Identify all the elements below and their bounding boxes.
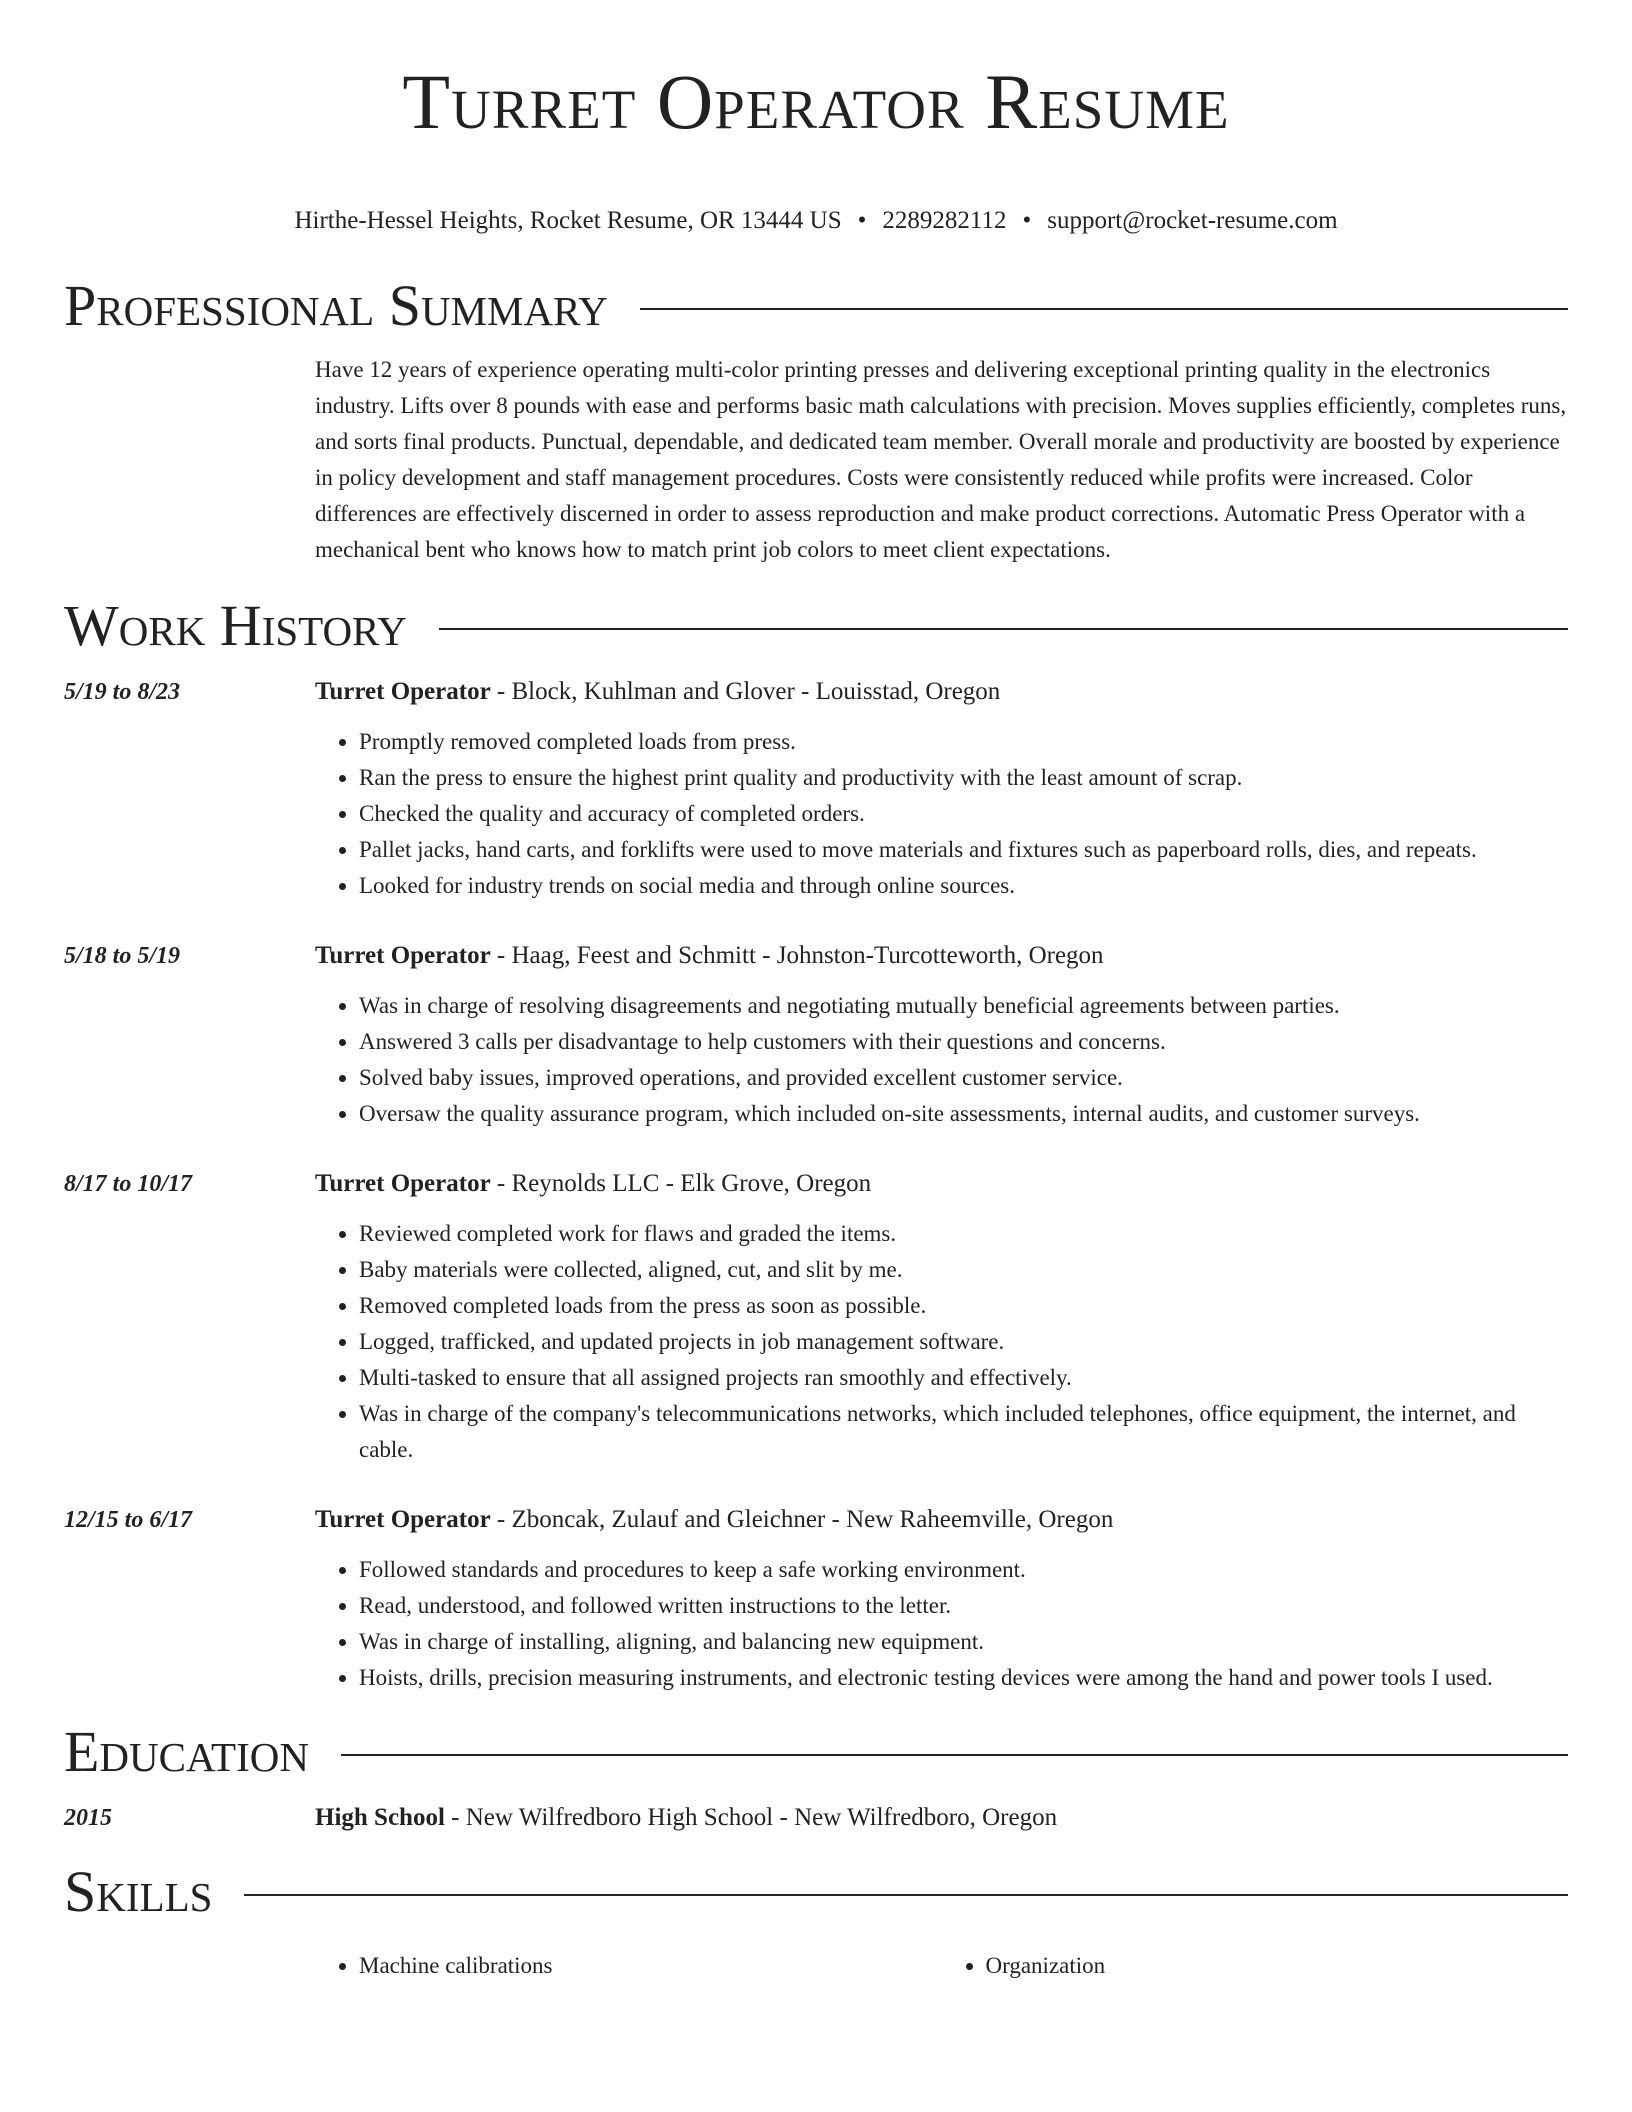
section-divider [244,1894,1568,1896]
list-item: • Read, understood, and followed written instructions to the letter. [359,1588,1568,1624]
skills-list [315,1948,1568,1984]
list-item: • Was in charge of the company's telecommunications networks, which included telephones, office equipment, the internet, and cable. [359,1396,1568,1468]
section-divider [341,1754,1568,1756]
list-item: • Reviewed completed work for flaws and graded the items. [359,1216,1568,1252]
job-bullets [315,1216,1568,1468]
job-role: Turret Operator [315,942,491,970]
job-heading [315,1502,1568,1538]
contact-separator: • [1022,207,1032,235]
list-item: • Hoists, drills, precision measuring instruments, and electronic testing devices were among the hand and power tools I used. [359,1660,1568,1696]
job-dates: 8/17 to 10/17 [64,1171,193,1198]
job-body [315,1166,1568,1468]
job-role: Turret Operator [315,1506,491,1534]
list-item: • Ran the press to ensure the highest print quality and productivity with the least amount of scrap. [359,760,1568,796]
education-body [315,1800,1568,1836]
contact-email: support@rocket-resume.com [1047,207,1338,235]
job-bullets [315,1552,1568,1696]
section-work-title: Work History [64,593,407,659]
skill-item: • Machine calibrations [359,1948,942,1984]
job-body [315,674,1568,904]
job-details: - Haag, Feest and Schmitt - Johnston-Turcotteworth, Oregon [490,942,1104,970]
education-details: - New Wilfredboro High School - New Wilfredboro, Oregon [444,1804,1058,1832]
list-item: • Looked for industry trends on social media and through online sources. [359,868,1568,904]
section-divider [439,628,1568,630]
job-heading [315,1166,1568,1202]
job-body [315,938,1568,1132]
resume-title: Turret Operator Resume [402,58,1230,145]
education-entry [64,1800,1568,1836]
section-education-header [64,1718,1568,1786]
list-item: • Baby materials were collected, aligned, cut, and slit by me. [359,1252,1568,1288]
contact-phone: 2289282112 [882,207,1007,235]
job-entry [64,1502,1568,1696]
resume-page [64,0,1568,1984]
skills-column-right [942,1948,1569,1984]
job-role: Turret Operator [315,1170,491,1198]
skill-item: • Organization [986,1948,1569,1984]
job-body [315,1502,1568,1696]
job-dates: 5/18 to 5/19 [64,943,181,970]
job-details: - Block, Kuhlman and Glover - Louisstad, Oregon [490,678,1001,706]
list-item: • Logged, trafficked, and updated projects in job management software. [359,1324,1568,1360]
contact-line [64,204,1568,238]
job-bullets [315,988,1568,1132]
list-item: • Was in charge of installing, aligning, and balancing new equipment. [359,1624,1568,1660]
skills-column-left [315,1948,942,1984]
job-dates: 5/19 to 8/23 [64,679,181,706]
section-work-header [64,592,1568,660]
list-item: • Removed completed loads from the press as soon as possible. [359,1288,1568,1324]
job-role: Turret Operator [315,678,491,706]
job-entry [64,674,1568,904]
list-item: • Oversaw the quality assurance program, which included on-site assessments, internal audits, and customer surveys. [359,1096,1568,1132]
job-dates: 12/15 to 6/17 [64,1507,193,1534]
education-year: 2015 [64,1805,112,1832]
section-skills-header [64,1858,1568,1926]
list-item: • Checked the quality and accuracy of completed orders. [359,796,1568,832]
education-degree: High School [315,1804,445,1832]
job-details: - Zboncak, Zulauf and Gleichner - New Raheemville, Oregon [490,1506,1114,1534]
job-heading [315,674,1568,710]
section-divider [640,308,1568,310]
education-heading [315,1800,1568,1836]
job-bullets [315,724,1568,904]
job-heading [315,938,1568,974]
section-summary-title: Professional Summary [64,273,608,339]
list-item: • Multi-tasked to ensure that all assigned projects ran smoothly and effectively. [359,1360,1568,1396]
list-item: • Answered 3 calls per disadvantage to help customers with their questions and concerns. [359,1024,1568,1060]
section-education-title: Education [64,1719,309,1785]
list-item: • Followed standards and procedures to keep a safe working environment. [359,1552,1568,1588]
section-summary-header [64,272,1568,340]
job-entry [64,1166,1568,1468]
contact-separator: • [857,207,867,235]
list-item: • Promptly removed completed loads from press. [359,724,1568,760]
job-details: - Reynolds LLC - Elk Grove, Oregon [490,1170,872,1198]
summary-text: Have 12 years of experience operating multi-color printing presses and delivering exceptional printing quality in the electronics industry. Lifts over 8 pounds with ease and performs basic math calculations with precision. Moves supplies efficiently, completes runs, and sorts final products. Punctual, dependable, and dedicated team member. Overall morale and productivity are boosted by experience in policy development and staff management procedures. Costs were consistently reduced while profits were increased. Color differences are effectively discerned in order to assess reproduction and make product corrections. Automatic Press Operator with a mechanical bent who knows how to match print job colors to meet client expectations. [315,357,1567,563]
contact-address: Hirthe-Hessel Heights, Rocket Resume, OR 13444 US [294,207,842,235]
list-item: • Pallet jacks, hand carts, and forklifts were used to move materials and fixtures such as paperboard rolls, dies, and repeats. [359,832,1568,868]
list-item: • Was in charge of resolving disagreements and negotiating mutually beneficial agreements between parties. [359,988,1568,1024]
list-item: • Solved baby issues, improved operations, and provided excellent customer service. [359,1060,1568,1096]
section-skills-title: Skills [64,1859,213,1925]
job-entry [64,938,1568,1132]
